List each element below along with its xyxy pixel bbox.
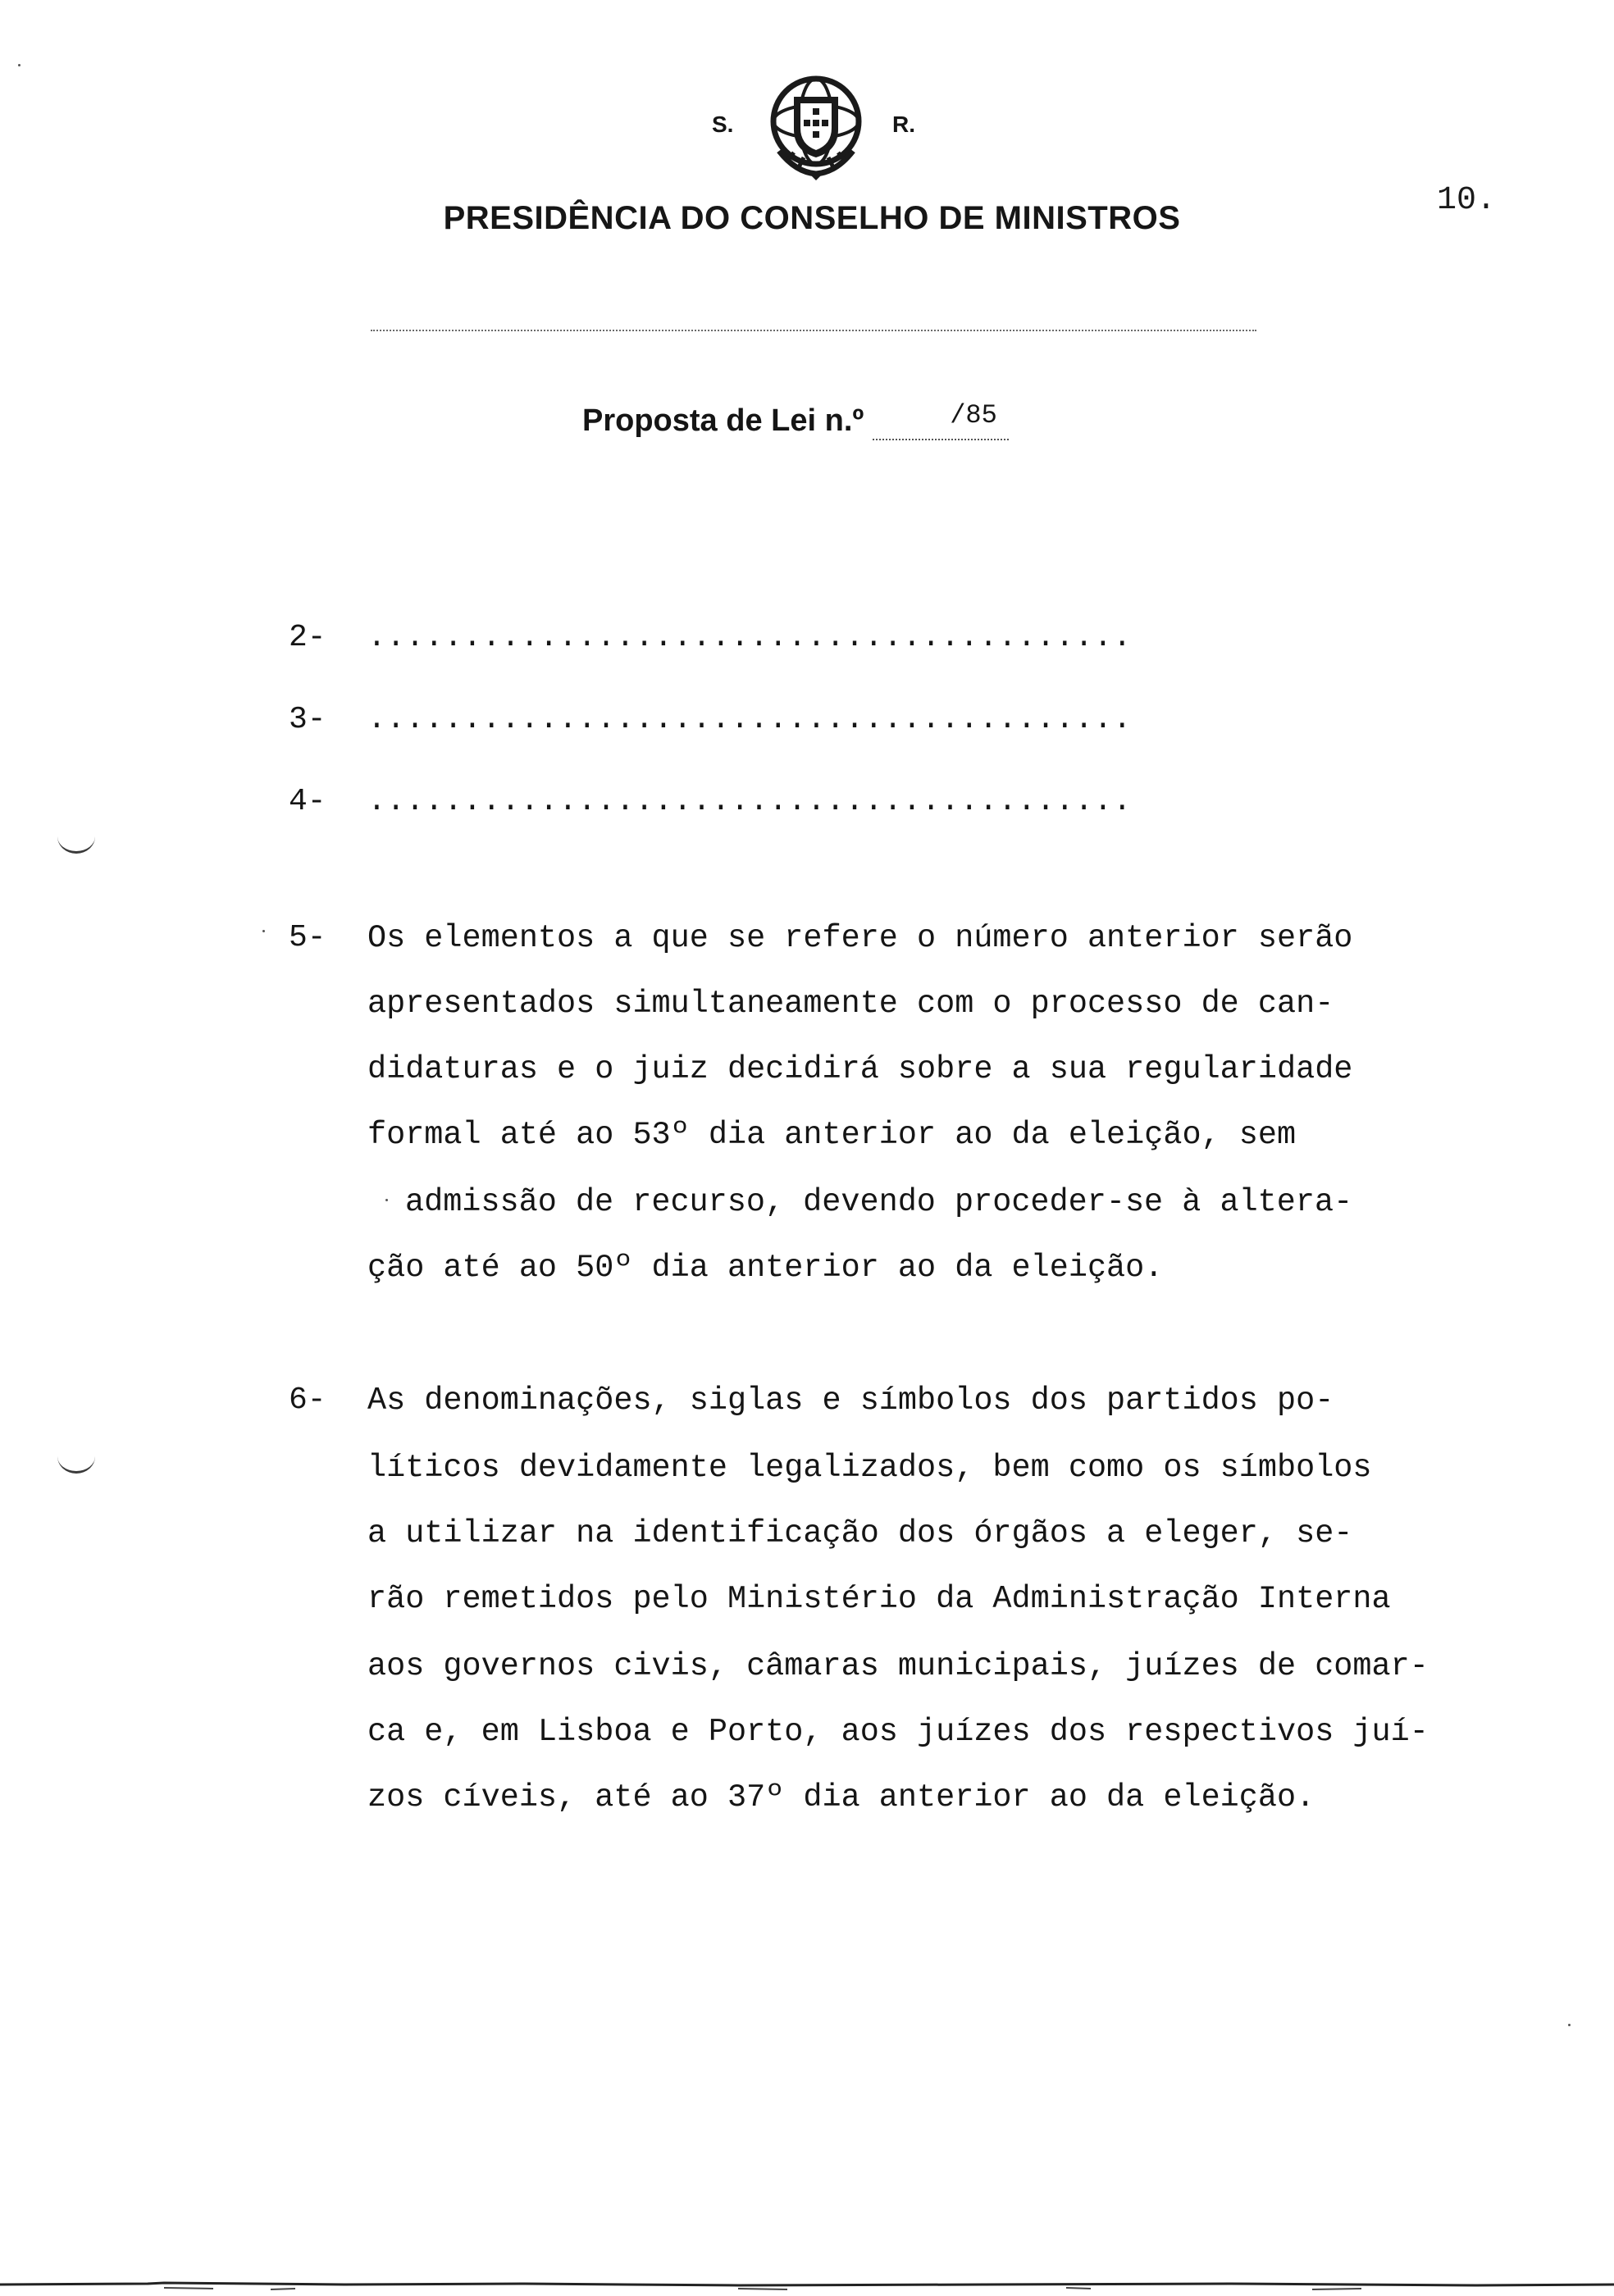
bill-heading	[582, 400, 1009, 440]
paragraph-line: ção até ao 50º dia anterior ao da eleição.	[367, 1250, 1164, 1286]
coat-of-arms-icon	[763, 72, 869, 180]
scan-speck	[18, 64, 21, 66]
item-dots: ........................................	[367, 620, 1133, 655]
paragraph-line: aos governos civis, câmaras municipais, juízes de comar-	[367, 1648, 1429, 1684]
bill-number: /85	[950, 400, 997, 430]
paragraph-line: Os elementos a que se refere o número anterior serão	[367, 920, 1353, 956]
paragraph-line: zos cíveis, até ao 37º dia anterior ao da eleição.	[367, 1779, 1315, 1815]
header-left-letter: S.	[712, 112, 734, 137]
bill-label: Proposta de Lei n.º	[582, 403, 864, 438]
institution-name: PRESIDÊNCIA DO CONSELHO DE MINISTROS	[443, 200, 1181, 236]
paragraph-line: formal até ao 53º dia anterior ao da eleição, sem	[367, 1117, 1297, 1153]
paragraph-line: líticos devidamente legalizados, bem como os símbolos	[367, 1450, 1372, 1486]
paragraph-line: didaturas e o juiz decidirá sobre a sua regularidade	[367, 1051, 1353, 1087]
paragraph-number: 5-	[289, 920, 326, 955]
scan-speck	[262, 930, 265, 932]
page-number: 10.	[1437, 182, 1497, 219]
header-right-letter: R.	[892, 112, 915, 137]
scan-speck	[385, 1199, 388, 1201]
paragraph-number: 6-	[289, 1383, 326, 1418]
bill-number-field	[873, 400, 1009, 440]
paragraph-line: As denominações, siglas e símbolos dos partidos po-	[367, 1383, 1334, 1419]
item-number: 2-	[289, 620, 326, 655]
paragraph-line: a utilizar na identificação dos órgãos a eleger, se-	[367, 1515, 1353, 1551]
paragraph-line: ca e, em Lisboa e Porto, aos juízes dos respectivos juí-	[367, 1714, 1429, 1750]
item-dots: ........................................	[367, 784, 1133, 819]
paragraph-line: apresentados simultaneamente com o processo de can-	[367, 986, 1334, 1022]
item-dots: ........................................	[367, 702, 1133, 737]
scan-speck	[1568, 2024, 1571, 2026]
margin-tick-mark	[57, 1456, 95, 1474]
paragraph-line: rão remetidos pelo Ministério da Administração Interna	[367, 1581, 1391, 1617]
scan-bottom-edge	[0, 2273, 1614, 2296]
item-number: 3-	[289, 702, 326, 737]
paragraph-line: admissão de recurso, devendo proceder-se à altera-	[405, 1184, 1353, 1220]
margin-tick-mark	[57, 836, 95, 854]
dotted-divider	[371, 330, 1256, 331]
item-number: 4-	[289, 784, 326, 819]
